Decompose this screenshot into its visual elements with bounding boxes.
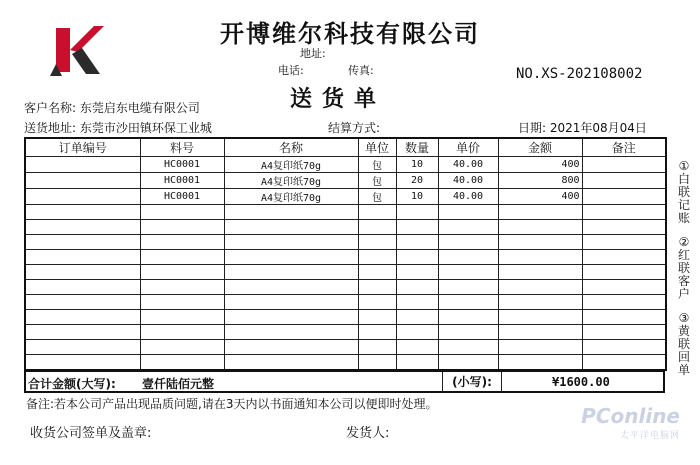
col-header-order-no: 订单编号 — [25, 138, 140, 157]
totals-row — [24, 371, 665, 393]
company-fax-label: 传真: — [348, 64, 374, 77]
total-amount: ¥1600.00 — [552, 375, 610, 389]
empty-row — [25, 220, 666, 235]
watermark-sub: 太平洋电脑网 — [619, 431, 680, 441]
cell-order-no — [25, 157, 140, 173]
cell-part-no: HC0001 — [140, 173, 224, 189]
cell-amount: 800 — [498, 173, 582, 189]
company-tel-label: 电话: — [278, 64, 304, 77]
empty-row — [25, 310, 666, 325]
col-header-part-no: 料号 — [140, 138, 224, 157]
cell-qty: 10 — [396, 157, 438, 173]
cell-order-no — [25, 173, 140, 189]
empty-row — [25, 205, 666, 220]
cell-amount: 400 — [498, 157, 582, 173]
empty-row — [25, 340, 666, 355]
ship-address: 送货地址: 东莞市沙田镇环保工业城 — [24, 121, 212, 135]
col-header-name: 名称 — [224, 138, 358, 157]
cell-part-no: HC0001 — [140, 157, 224, 173]
cell-remark — [582, 157, 666, 173]
total-uppercase-label: 合计金额(大写): — [28, 377, 116, 391]
document-date: 日期: 2021年08月04日 — [518, 121, 647, 135]
cell-unit: 包 — [358, 157, 396, 173]
customer-name: 客户名称: 东莞启东电缆有限公司 — [24, 101, 200, 115]
total-uppercase-value: 壹仟陆佰元整 — [142, 377, 215, 391]
footer-note: 备注:若本公司产品出现品质问题,请在3天内以书面通知本公司以便即时处理。 — [26, 397, 438, 411]
cell-order-no — [25, 189, 140, 205]
cell-price: 40.00 — [438, 173, 498, 189]
cell-unit: 包 — [358, 173, 396, 189]
watermark-logo — [570, 404, 680, 440]
cell-qty: 10 — [396, 189, 438, 205]
cell-name: A4复印纸70g — [224, 173, 358, 189]
receiver-signature-label: 收货公司签单及盖章: — [30, 426, 152, 441]
company-address-label: 地址: — [300, 47, 326, 60]
document-number: NO.XS-202108002 — [516, 66, 643, 82]
company-logo — [48, 22, 106, 77]
empty-row — [25, 325, 666, 340]
table-row — [25, 157, 666, 173]
empty-row — [25, 295, 666, 310]
table-row — [25, 189, 666, 205]
company-name: 开博维尔科技有限公司 — [220, 19, 480, 48]
total-small-label: (小写): — [442, 372, 502, 392]
cell-price: 40.00 — [438, 157, 498, 173]
col-header-remark: 备注 — [582, 138, 666, 157]
cell-remark — [582, 173, 666, 189]
cell-remark — [582, 189, 666, 205]
cell-unit: 包 — [358, 189, 396, 205]
copy-label-yellow: ③黄联回单 — [677, 311, 690, 377]
cell-qty: 20 — [396, 173, 438, 189]
settlement-method: 结算方式: — [328, 121, 381, 135]
copy-label-red: ②红联客户 — [677, 235, 690, 301]
col-header-amount: 金额 — [498, 138, 582, 157]
cell-name: A4复印纸70g — [224, 189, 358, 205]
col-header-qty: 数量 — [396, 138, 438, 157]
empty-row — [25, 355, 666, 371]
empty-row — [25, 250, 666, 265]
empty-row — [25, 235, 666, 250]
table-header-row — [25, 138, 666, 157]
cell-price: 40.00 — [438, 189, 498, 205]
empty-row — [25, 280, 666, 295]
copy-label-white: ①白联记账 — [677, 159, 690, 225]
empty-row — [25, 265, 666, 280]
col-header-price: 单价 — [438, 138, 498, 157]
cell-amount: 400 — [498, 189, 582, 205]
table-row — [25, 173, 666, 189]
col-header-unit: 单位 — [358, 138, 396, 157]
watermark-brand: PConline — [581, 404, 680, 428]
cell-name: A4复印纸70g — [224, 157, 358, 173]
document-title: 送货单 — [290, 86, 387, 112]
cell-part-no: HC0001 — [140, 189, 224, 205]
sender-signature-label: 发货人: — [346, 426, 390, 441]
items-table — [24, 137, 667, 371]
